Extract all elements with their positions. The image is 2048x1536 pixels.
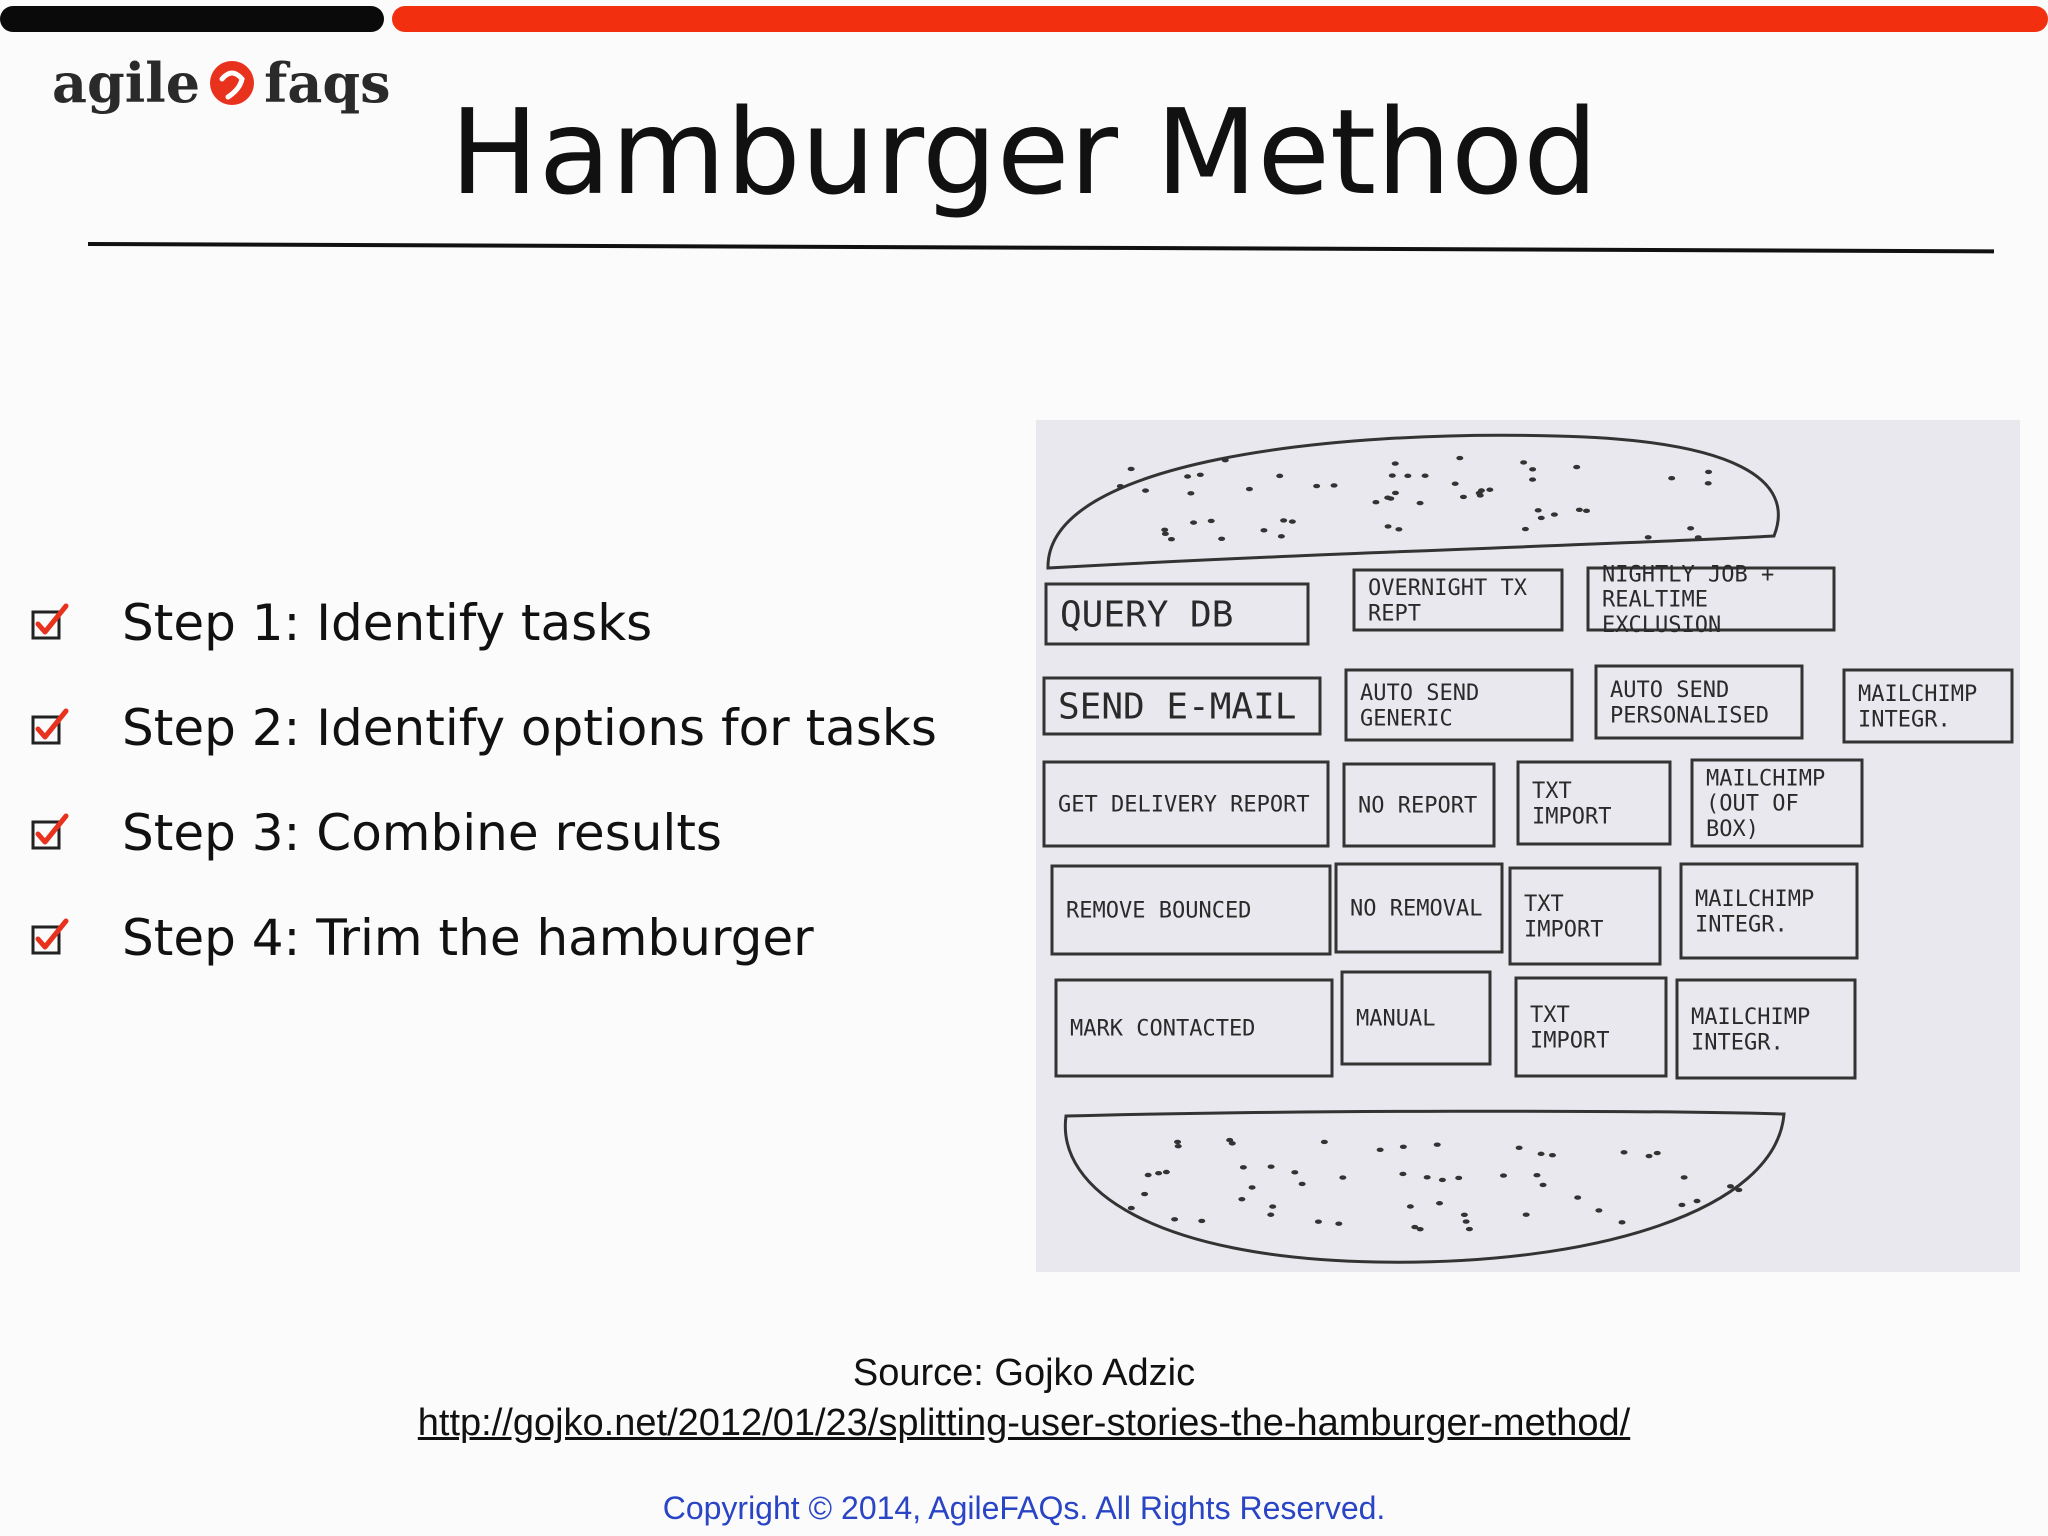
sketch-cell-label: GET DELIVERY REPORT [1058, 792, 1310, 818]
sketch-cell [1342, 972, 1490, 1064]
sketch-cell [1588, 562, 1834, 638]
sketch-cell [1336, 864, 1502, 952]
sketch-cell-label: MARK CONTACTED [1070, 1016, 1256, 1042]
step-label: Step 1: Identify tasks [122, 593, 653, 652]
sketch-cell-label: AUTO SEND GENERIC [1360, 681, 1480, 732]
sketch-cell [1518, 762, 1670, 844]
hamburger-drawing [1036, 420, 2020, 1272]
checkbox-checked-icon [30, 813, 70, 853]
sketch-cell-label: TXT IMPORT [1524, 892, 1604, 943]
checkbox-checked-icon [30, 603, 70, 643]
sketch-cell-label: REMOVE BOUNCED [1066, 898, 1252, 924]
sketch-cell-label: NO REPORT [1358, 793, 1478, 819]
sketch-cell [1844, 670, 2012, 742]
checkbox-checked-icon [30, 708, 70, 748]
sketch-cell [1681, 864, 1857, 958]
sketch-cell [1677, 980, 1855, 1078]
checkbox-checked-icon [30, 918, 70, 958]
sketch-cell-label: QUERY DB [1060, 594, 1234, 636]
sketch-cell-label: NIGHTLY JOB + REALTIME EXCLUSION [1602, 562, 1775, 638]
step-label: Step 3: Combine results [122, 803, 722, 862]
step-item [30, 780, 937, 885]
slide-title: Hamburger Method [449, 83, 1599, 221]
step-label: Step 4: Trim the hamburger [122, 908, 814, 967]
step-item [30, 570, 937, 675]
sketch-cell-label: MAILCHIMP INTEGR. [1695, 887, 1815, 938]
top-bun [1048, 435, 1778, 568]
sketch-cell [1056, 980, 1332, 1076]
sketch-cell [1344, 764, 1494, 846]
header-bar-dark [0, 6, 384, 32]
steps-list [30, 570, 937, 990]
sketch-cell-label: AUTO SEND PERSONALISED [1610, 678, 1769, 729]
sketch-cell [1516, 978, 1666, 1076]
sketch-cell [1052, 866, 1330, 954]
sketch-cell-label: MAILCHIMP INTEGR. [1691, 1005, 1811, 1056]
source-link[interactable]: http://gojko.net/2012/01/23/splitting-user-stories-the-hamburger-method/ [417, 1402, 1631, 1444]
step-item [30, 675, 937, 780]
header-bar-red [392, 6, 2048, 32]
sketch-grid [1044, 562, 2012, 1078]
sketch-cell-label: NO REMOVAL [1350, 896, 1483, 922]
logo-text-agile: agile [52, 51, 201, 115]
sketch-cell-label: MANUAL [1356, 1006, 1436, 1032]
sketch-cell [1596, 666, 1802, 738]
title-divider [88, 242, 1994, 253]
sketch-cell-label: TXT IMPORT [1530, 1003, 1610, 1054]
sketch-cell [1510, 868, 1660, 964]
copyright-notice: Copyright © 2014, AgileFAQs. All Rights Reserved. [662, 1490, 1386, 1526]
sketch-cell [1354, 570, 1562, 630]
sketch-cell-label: MAILCHIMP (OUT OF BOX) [1706, 766, 1826, 842]
sketch-cell [1044, 678, 1320, 734]
hamburger-sketch [1036, 420, 2020, 1272]
sketch-cell [1046, 584, 1308, 644]
bottom-bun [1065, 1111, 1784, 1262]
step-item [30, 885, 937, 990]
source-credit: Source: Gojko Adzic [852, 1352, 1196, 1394]
sketch-cell-label: SEND E-MAIL [1058, 686, 1297, 728]
sketch-cell [1692, 760, 1862, 846]
sketch-cell-label: OVERNIGHT TX REPT [1368, 576, 1527, 627]
sketch-cell [1346, 670, 1572, 740]
logo-text-faqs: faqs [264, 51, 391, 115]
sketch-cell [1044, 762, 1328, 846]
sketch-cell-label: TXT IMPORT [1532, 779, 1612, 830]
sketch-cell-label: MAILCHIMP INTEGR. [1858, 682, 1978, 733]
step-label: Step 2: Identify options for tasks [122, 698, 937, 757]
